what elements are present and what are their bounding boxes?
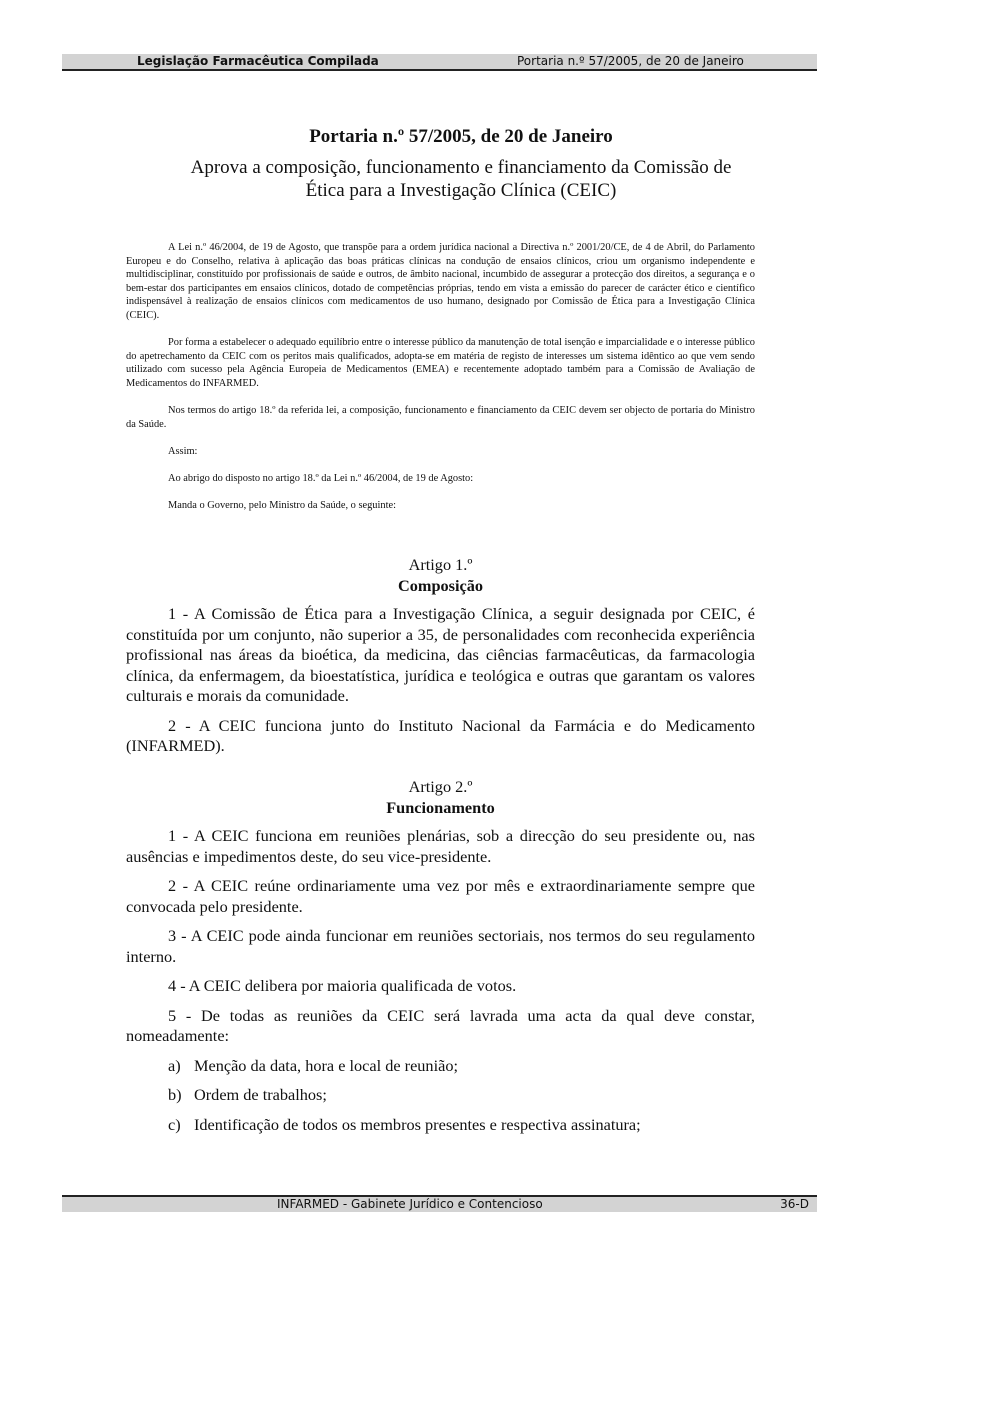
- preamble-paragraph: Nos termos do artigo 18.º da referida lei, a composição, funcionamento e financiamento da CEIC devem ser objecto de portaria do Ministro da Saúde.: [126, 405, 755, 430]
- list-item: [126, 1115, 755, 1136]
- list-item-label: a): [168, 1055, 181, 1075]
- page-number: 36-D: [780, 1197, 809, 1211]
- list-item: [126, 1056, 755, 1077]
- article-2: [126, 777, 755, 1144]
- preamble-paragraph: Manda o Governo, pelo Ministro da Saúde, o seguinte:: [168, 500, 396, 512]
- article-title: Funcionamento: [386, 797, 495, 817]
- article-paragraph: 1 - A CEIC funciona em reuniões plenárias, sob a direcção do seu presidente ou, nas ausências e impedimentos deste, do seu vice-presidente.: [126, 826, 755, 866]
- list-item-label: c): [168, 1114, 181, 1134]
- list-item-text: Menção da data, hora e local de reunião;: [194, 1055, 458, 1075]
- preamble-paragraph: Por forma a estabelecer o adequado equilíbrio entre o interesse público da manutenção de total isenção e imparcialidade e o interesse público do apetrechamento da CEIC com os peritos mais qualificados, adopta-se em matéria de registo de interesses um sistema idêntico ao que vem sendo utilizado com sucesso pela Agência Europeia de Medicamentos (EMEA) e recentemente adoptado também para a Comissão de Avaliação de Medicamentos do INFARMED.: [126, 337, 755, 389]
- list-item-text: Identificação de todos os membros presentes e respectiva assinatura;: [194, 1114, 641, 1134]
- article-paragraph: 1 - A Comissão de Ética para a Investigação Clínica, a seguir designada por CEIC, é constituída por um conjunto, não superior a 35, de personalidades com reconhecida experiência profissional nas áreas da bioética, da medicina, das ciências farmacêuticas, da farmacologia clínica, da enfermagem, da bioestatística, jurídica e teológica e outras que garantam os valores culturais e morais da comunidade.: [126, 604, 755, 705]
- article-paragraph: 2 - A CEIC funciona junto do Instituto Nacional da Farmácia e do Medicamento (INFARMED).: [126, 715, 755, 755]
- document-subtitle: [126, 156, 796, 202]
- article-paragraph: 4 - A CEIC delibera por maioria qualificada de votos.: [168, 976, 517, 995]
- subtitle-line-2: Ética para a Investigação Clínica (CEIC): [305, 180, 617, 201]
- subtitle-line-1: Aprova a composição, funcionamento e financiamento da Comissão de: [190, 157, 732, 178]
- header-document-reference: Portaria n.º 57/2005, de 20 de Janeiro: [517, 54, 744, 68]
- article-number: Artigo 1.º: [408, 555, 473, 574]
- article-paragraph: 3 - A CEIC pode ainda funcionar em reuniões sectoriais, nos termos do seu regulamento interno.: [126, 926, 755, 966]
- article-paragraph: 5 - De todas as reuniões da CEIC será lavrada uma acta da qual deve constar, nomeadamente:: [126, 1005, 755, 1045]
- article-1: [126, 555, 755, 766]
- list-item: [126, 1085, 755, 1106]
- page-header: [62, 54, 817, 71]
- article-number: Artigo 2.º: [408, 777, 473, 796]
- footer-organization: INFARMED - Gabinete Jurídico e Contencioso: [277, 1197, 543, 1211]
- preamble-paragraph: Ao abrigo do disposto no artigo 18.º da Lei n.º 46/2004, de 19 de Agosto:: [168, 473, 474, 485]
- preamble-paragraph: Assim:: [168, 445, 198, 457]
- preamble-paragraph: A Lei n.º 46/2004, de 19 de Agosto, que transpõe para a ordem jurídica nacional a Directiva n.º 2001/20/CE, de 4 de Abril, do Parlamento Europeu e do Conselho, relativa à aplicação das boas práticas clínicas na condução de ensaios clínicos, criou um organismo independente e multidisciplinar, constituído por profissionais de saúde e outros, de âmbito nacional, incumbido de assegurar a protecção dos direitos, a segurança e o bem-estar dos participantes em ensaios clínicos, dotado de competências próprias, tendo em vista a emissão do parecer de carácter ético e científico indispensável à realização de ensaios clínicos com medicamentos de uso humano, designado por Comissão de Ética para a Investigação Clínica (CEIC).: [126, 242, 755, 321]
- preamble: [126, 241, 755, 526]
- page-footer: [62, 1195, 817, 1212]
- list-item-text: Ordem de trabalhos;: [194, 1085, 327, 1104]
- article-paragraph: 2 - A CEIC reúne ordinariamente uma vez por mês e extraordinariamente sempre que convocada pelo presidente.: [126, 876, 755, 916]
- document-title: Portaria n.º 57/2005, de 20 de Janeiro: [309, 126, 613, 147]
- header-publication-title: Legislação Farmacêutica Compilada: [137, 54, 379, 68]
- article-title: Composição: [397, 575, 484, 595]
- list-item-label: b): [168, 1085, 182, 1104]
